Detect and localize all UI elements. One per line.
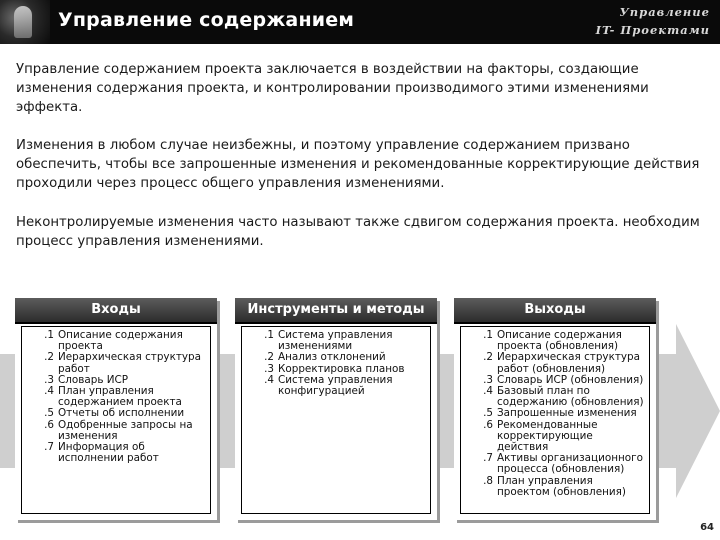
outputs-header: Выходы: [454, 298, 656, 324]
tools-body: [241, 326, 431, 514]
item-number: .4: [264, 373, 274, 386]
item-text: Система управления конфигурацией: [278, 373, 393, 398]
list-item: [26, 352, 206, 374]
item-text: Отчеты об исполнении: [58, 407, 185, 420]
paragraph-1: Управление содержанием проекта заключается в воздействии на факторы, создающие изменения содержания проекта, и контролировании производимого этими изменениями эффекта.: [16, 62, 649, 115]
tools-box: [235, 298, 437, 520]
item-number: .2: [264, 351, 274, 364]
item-number: .5: [483, 407, 493, 420]
item-number: .1: [44, 329, 54, 341]
item-number: .5: [44, 407, 54, 420]
tools-list: [242, 327, 430, 397]
tools-header: Инструменты и методы: [235, 298, 437, 324]
outputs-body: [460, 326, 650, 514]
item-text: Одобренные запросы на изменения: [58, 418, 193, 442]
item-text: Иерархическая структура работ: [58, 351, 202, 375]
item-number: .6: [483, 418, 493, 431]
list-item: [465, 453, 645, 475]
item-text: Информация об исполнении работ: [58, 441, 159, 465]
outputs-box: [454, 298, 656, 520]
item-number: .8: [483, 474, 493, 487]
item-number: .2: [44, 351, 54, 364]
brand-logo: [596, 3, 710, 39]
item-number: .4: [44, 385, 54, 398]
list-item: [26, 386, 206, 408]
presenter-figure-icon: [14, 6, 32, 38]
item-text: Корректировка планов: [278, 362, 405, 375]
item-number: .3: [44, 373, 54, 386]
brand-line-2: IT- Проектами: [595, 23, 710, 37]
item-number: .7: [44, 441, 54, 454]
item-text: Запрошенные изменения: [497, 407, 637, 420]
list-item: [465, 330, 645, 352]
logo-image: [0, 0, 50, 44]
item-text: Рекомендованные корректирующие действия: [497, 418, 598, 454]
inputs-list: [22, 327, 210, 464]
outputs-list: [461, 327, 649, 498]
list-item: [26, 420, 206, 442]
item-number: .1: [483, 329, 493, 341]
item-text: Система управления изменениями: [278, 329, 393, 353]
item-number: .4: [483, 385, 493, 398]
item-text: Словарь ИСР (обновления): [497, 373, 644, 386]
list-item: [465, 476, 645, 498]
inputs-body: [21, 326, 211, 514]
list-item: [246, 375, 426, 397]
list-item: [465, 408, 645, 419]
list-item: [26, 442, 206, 464]
inputs-box: [15, 298, 217, 520]
item-text: Активы организационного процесса (обновления): [497, 452, 643, 476]
item-text: План управления проектом (обновления): [497, 474, 626, 498]
item-text: Базовый план по содержанию (обновления): [497, 385, 644, 409]
list-item: [26, 330, 206, 352]
item-text: Анализ отклонений: [278, 351, 386, 364]
slide-title: Управление содержанием: [58, 9, 355, 31]
brand-line-1: Управление: [619, 5, 710, 19]
item-number: .1: [264, 329, 274, 341]
item-text: План управления содержанием проекта: [58, 385, 182, 409]
item-text: Описание содержания проекта: [58, 329, 183, 353]
paragraph-3: Неконтролируемые изменения часто называют также сдвигом содержания проекта. необходим процесс управления изменениями.: [16, 215, 700, 249]
inputs-header: Входы: [15, 298, 217, 324]
list-item: [26, 408, 206, 419]
item-text: Словарь ИСР: [58, 373, 129, 386]
paragraph-2: Изменения в любом случае неизбежны, и поэтому управление содержанием призвано обеспечить, чтобы все запрошенные изменения и рекомендованные корректирующие действия проходили через процесс общего управления изменениями.: [16, 138, 700, 191]
item-number: .7: [483, 452, 493, 465]
item-number: .3: [264, 362, 274, 375]
page-number: 64: [700, 522, 714, 533]
list-item: [465, 352, 645, 374]
header-bar: [0, 0, 720, 44]
item-number: .2: [483, 351, 493, 364]
item-text: Иерархическая структура работ (обновления): [497, 351, 641, 375]
item-number: .6: [44, 418, 54, 431]
item-text: Описание содержания проекта (обновления): [497, 329, 622, 353]
list-item: [246, 330, 426, 352]
item-number: .3: [483, 373, 493, 386]
list-item: [246, 352, 426, 363]
list-item: [465, 420, 645, 454]
list-item: [465, 386, 645, 408]
